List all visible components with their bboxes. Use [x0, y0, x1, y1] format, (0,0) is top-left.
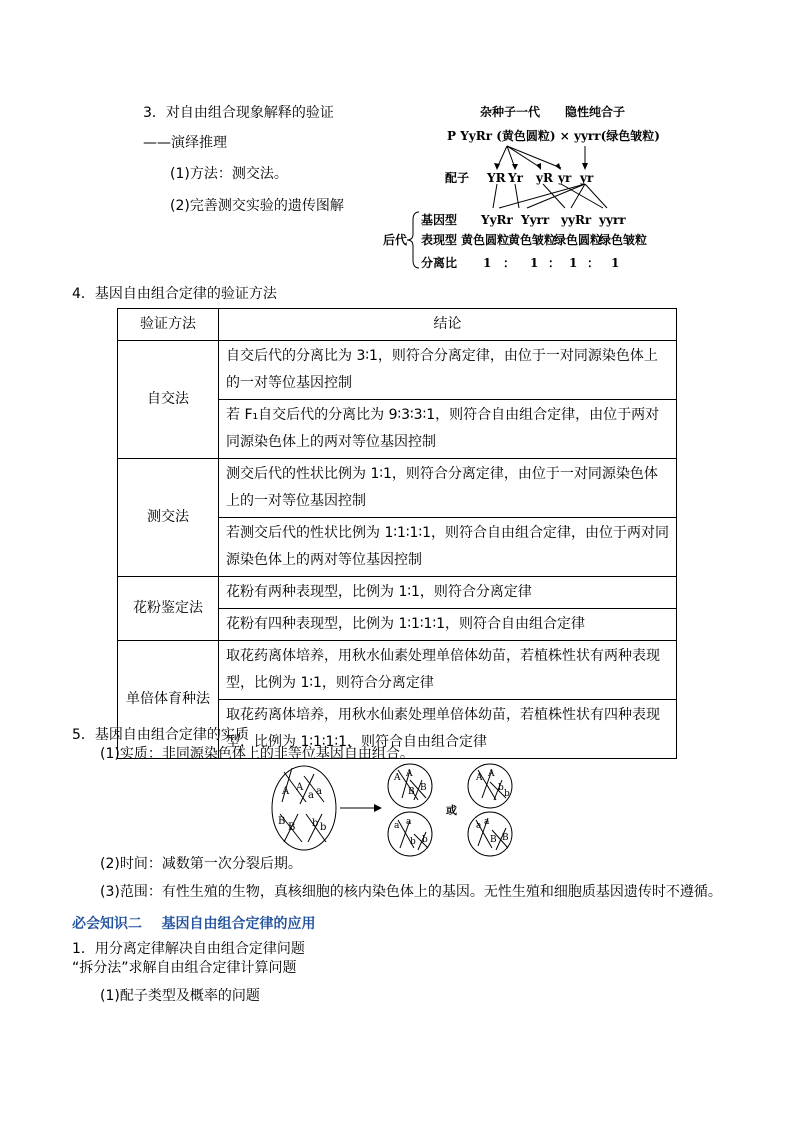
- gamete-label: 配子: [445, 171, 470, 185]
- ratio-2: 1: [530, 256, 539, 270]
- genotype-label: 基因型: [421, 213, 458, 227]
- test-cross-diagram: [375, 98, 675, 276]
- must-know-item1: 1．用分离定律解决自由组合定律问题: [72, 941, 305, 957]
- recessive-label: 隐性纯合子: [565, 105, 626, 119]
- must-know-item2: “拆分法”求解自由组合定律计算问题: [72, 960, 297, 976]
- svg-text:A: A: [296, 782, 304, 793]
- chromosome-diagram: [270, 762, 530, 858]
- gamete-5: yr: [580, 171, 594, 185]
- table-row: [118, 641, 677, 700]
- svg-text:a: a: [476, 821, 482, 831]
- section4-title: 4．基因自由组合定律的验证方法: [72, 286, 277, 302]
- method-pollen: 花粉鉴定法: [118, 577, 219, 641]
- svg-text:A: A: [394, 773, 401, 783]
- svg-text:b: b: [504, 789, 510, 799]
- header-conclusion: 结论: [219, 309, 677, 341]
- gamete-1: YR: [487, 171, 506, 185]
- table-row: [118, 341, 677, 400]
- svg-text:a: a: [484, 817, 490, 827]
- phenotype-4: 绿色皱粒: [599, 233, 648, 247]
- genotype-1: YyRr: [481, 213, 513, 227]
- hybrid-label: 杂种子一代: [480, 105, 541, 119]
- svg-text:A: A: [406, 769, 413, 779]
- must-know-item3: (1)配子类型及概率的问题: [100, 988, 260, 1004]
- arrowheads: [494, 163, 588, 170]
- svg-text:a: a: [316, 786, 322, 797]
- section5-title: 5．基因自由组合定律的实质: [72, 727, 249, 743]
- or-label: 或: [446, 804, 457, 817]
- ratio-sep-1: ：: [503, 256, 516, 270]
- header-method: 验证方法: [118, 309, 219, 341]
- conclusion-cell: 取花药离体培养，用秋水仙素处理单倍体幼苗，若植株性状有两种表现型，比例为 1∶1，则符合分离定律: [219, 641, 677, 700]
- offspring-label: 后代: [383, 233, 408, 247]
- verification-table: [117, 308, 677, 759]
- conclusion-cell: 若测交后代的性状比例为 1∶1∶1∶1，则符合自由组合定律，由位于两对同源染色体上的两对等位基因控制: [219, 518, 677, 577]
- offspring-brace: [407, 212, 419, 268]
- parent-line: P YyRr (黄色圆粒) × yyrr(绿色皱粒): [447, 129, 660, 143]
- conclusion-cell: 取花药离体培养，用秋水仙素处理单倍体幼苗，若植株性状有四种表现型，比例为 1∶1∶1∶1，则符合自由组合定律: [219, 700, 677, 759]
- svg-text:A: A: [488, 769, 495, 779]
- conclusion-cell: 自交后代的分离比为 3∶1，则符合分离定律，由位于一对同源染色体上的一对等位基因控制: [219, 341, 677, 400]
- section3-item1: (1)方法：测交法。: [170, 166, 288, 182]
- ratio-3: 1: [569, 256, 578, 270]
- svg-text:B: B: [502, 833, 509, 843]
- method-selfing: 自交法: [118, 341, 219, 459]
- ratio-sep-3: ：: [587, 256, 600, 270]
- section3-title: 3．对自由组合现象解释的验证: [143, 105, 334, 121]
- svg-text:B: B: [420, 783, 427, 793]
- phenotype-3: 绿色圆粒: [554, 233, 603, 247]
- svg-text:b: b: [320, 822, 327, 833]
- svg-text:b: b: [422, 835, 428, 845]
- gamete-2: Yr: [508, 171, 523, 185]
- conclusion-cell: 花粉有两种表现型，比例为 1∶1，则符合分离定律: [219, 577, 677, 609]
- phenotype-2: 黄色皱粒: [508, 233, 557, 247]
- gamete-3: yR: [536, 171, 553, 185]
- section5-item2: (2)时间：减数第一次分裂后期。: [100, 856, 302, 872]
- method-haploid: 单倍体育种法: [118, 641, 219, 759]
- svg-text:b: b: [410, 837, 416, 847]
- svg-text:B: B: [408, 787, 415, 797]
- svg-text:a: a: [394, 821, 400, 831]
- section3-subtitle: ——演绎推理: [143, 135, 227, 151]
- ratio-4: 1: [611, 256, 620, 270]
- table-row: [118, 459, 677, 518]
- parent-cell: [272, 766, 336, 850]
- must-know-heading: 必会知识二 基因自由组合定律的应用: [72, 916, 316, 932]
- table-row: [118, 577, 677, 609]
- svg-text:b: b: [312, 818, 319, 829]
- svg-text:A: A: [282, 786, 290, 797]
- svg-text:B: B: [288, 822, 296, 833]
- table-header-row: [118, 309, 677, 341]
- conclusion-cell: 测交后代的性状比例为 1∶1，则符合分离定律，由位于一对同源染色体上的一对等位基因控制: [219, 459, 677, 518]
- genotype-2: Yyrr: [521, 213, 550, 227]
- phenotype-label: 表现型: [421, 233, 458, 247]
- gamete-4: yr: [558, 171, 572, 185]
- section5-item1: (1)实质：非同源染色体上的非等位基因自由组合。: [100, 746, 414, 762]
- ratio-label: 分离比: [421, 256, 458, 270]
- ratio-1: 1: [483, 256, 492, 270]
- section3-item2: (2)完善测交实验的遗传图解: [170, 198, 344, 214]
- svg-text:b: b: [498, 783, 504, 793]
- svg-text:a: a: [406, 817, 412, 827]
- method-testcross: 测交法: [118, 459, 219, 577]
- svg-text:A: A: [476, 773, 483, 783]
- section5-item3: (3)范围：有性生殖的生物，真核细胞的核内染色体上的基因。无性生殖和细胞质基因遗传时不遵循。: [100, 884, 722, 900]
- ratio-sep-2: ：: [548, 256, 561, 270]
- conclusion-cell: 花粉有四种表现型，比例为 1∶1∶1∶1，则符合自由组合定律: [219, 609, 677, 641]
- svg-text:B: B: [490, 835, 497, 845]
- svg-text:B: B: [278, 816, 286, 827]
- svg-text:a: a: [308, 790, 314, 801]
- genotype-3: yyRr: [561, 213, 592, 227]
- phenotype-1: 黄色圆粒: [461, 233, 510, 247]
- conclusion-cell: 若 F₁自交后代的分离比为 9∶3∶3∶1，则符合自由组合定律，由位于两对同源染色体上的两对等位基因控制: [219, 400, 677, 459]
- genotype-4: yyrr: [599, 213, 626, 227]
